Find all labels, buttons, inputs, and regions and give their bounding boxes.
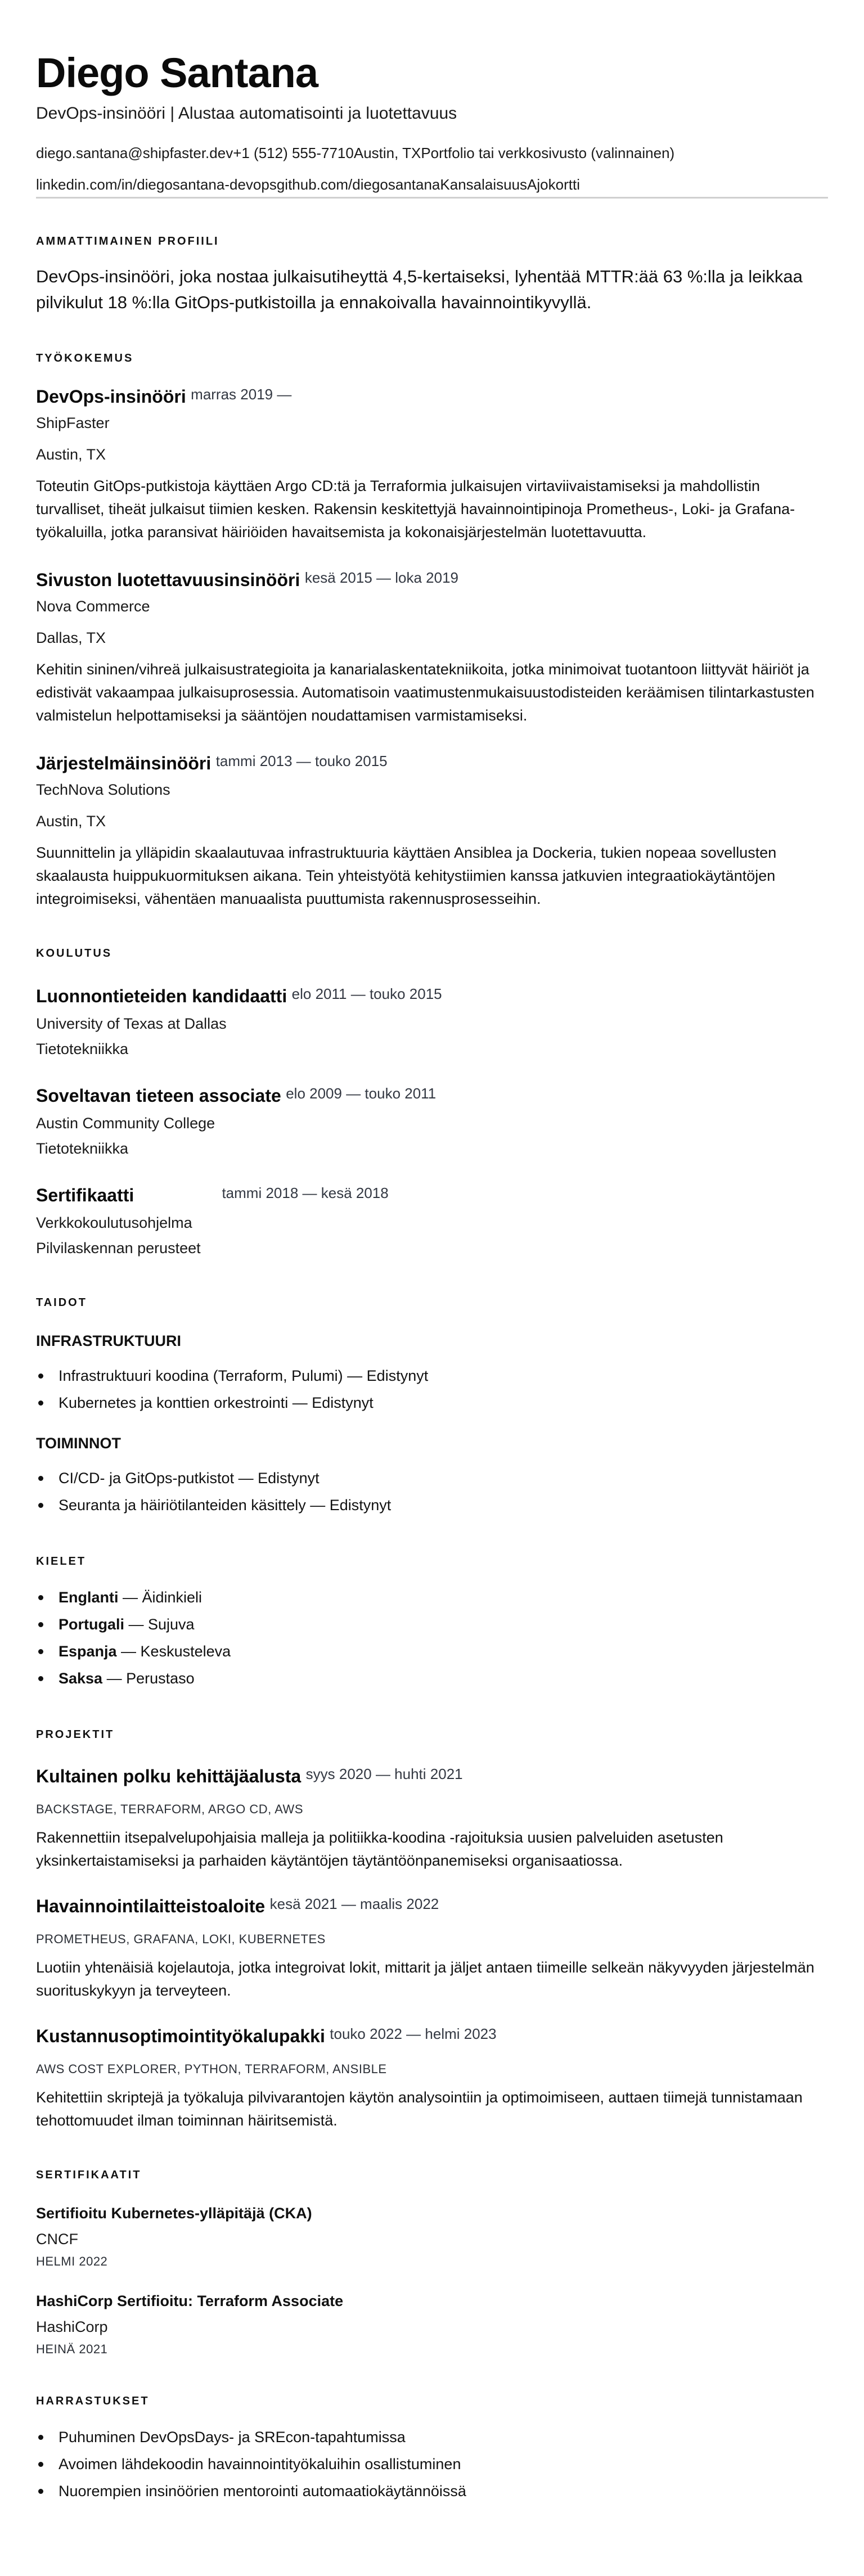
- certifications-section: [36, 2167, 828, 2358]
- section-title-certifications: SERTIFIKAATIT: [36, 2169, 142, 2181]
- job-dates: kesä 2015 — loka 2019: [304, 569, 459, 586]
- school-name: Austin Community College: [36, 1115, 215, 1132]
- profile-summary: DevOps-insinööri, joka nostaa julkaisutiheyttä 4,5-kertaiseksi, lyhentää MTTR:ää 63 %:lla ja leikkaa pilvikulut 18 %:lla GitOps-putkistoilla ja ennakoivalla havainnointikyvyllä.: [36, 267, 803, 312]
- skill-group-operations: TOIMINNOT: [36, 1435, 121, 1452]
- field-of-study: Tietotekniikka: [36, 1041, 129, 1057]
- field-of-study: Tietotekniikka: [36, 1140, 129, 1157]
- skill-list: [36, 1362, 828, 1416]
- company-name: Nova Commerce: [36, 598, 150, 615]
- project-tech-tags: BACKSTAGE, TERRAFORM, ARGO CD, AWS: [36, 1802, 303, 1816]
- project-description: Kehitettiin skriptejä ja työkaluja pilvivarantojen käytön analysointiin ja optimoimiseen, auttaen tiimejä tunnistamaan tehottomuudet ilman toiminnan häiritsemistä.: [36, 2089, 803, 2129]
- language-level: — Keskusteleva: [116, 1643, 231, 1660]
- project-entry: [36, 1893, 828, 2002]
- certification-date: HELMI 2022: [36, 2254, 108, 2268]
- location: Austin, TX: [353, 145, 421, 161]
- job-title: Järjestelmäinsinööri: [36, 753, 212, 773]
- language-item: [36, 1611, 828, 1638]
- project-entry: [36, 1763, 828, 1872]
- education-entry: [36, 1082, 828, 1160]
- school-name: Verkkokoulutusohjelma: [36, 1214, 192, 1231]
- company-name: ShipFaster: [36, 415, 110, 431]
- company-name: TechNova Solutions: [36, 781, 170, 798]
- job-location: Dallas, TX: [36, 629, 106, 646]
- project-dates: kesä 2021 — maalis 2022: [269, 1895, 439, 1912]
- project-name: Kustannusoptimointityökalupakki: [36, 2026, 325, 2046]
- section-title-languages: KIELET: [36, 1555, 87, 1568]
- job-title: Sivuston luotettavuusinsinööri: [36, 570, 300, 590]
- degree-title: Soveltavan tieteen associate: [36, 1086, 281, 1106]
- job-location: Austin, TX: [36, 813, 106, 830]
- section-title-projects: PROJEKTIT: [36, 1728, 115, 1741]
- experience-entry: [36, 750, 828, 911]
- interest-item: Avoimen lähdekoodin havainnointityökaluihin osallistuminen: [36, 2451, 828, 2478]
- profile-section: [36, 233, 828, 316]
- contact-line-2: [36, 174, 828, 195]
- education-dates: elo 2011 — touko 2015: [291, 985, 442, 1002]
- certification-issuer: HashiCorp: [36, 2318, 108, 2335]
- contact-line-1: [36, 143, 828, 163]
- project-tech-tags: AWS COST EXPLORER, PYTHON, TERRAFORM, ANSIBLE: [36, 2062, 387, 2076]
- language-level: — Sujuva: [124, 1616, 195, 1633]
- header-divider: [36, 197, 828, 199]
- degree-title: Sertifikaatti: [36, 1185, 134, 1205]
- education-entry: [36, 983, 828, 1061]
- project-description: Rakennettiin itsepalvelupohjaisia malleja ja politiikka-koodina -rajoituksia uusien palveluiden asetusten yksinkertaistamiseksi ja parhaiden käytäntöjen täytäntöönpanemiseksi organisaatiossa.: [36, 1829, 723, 1869]
- interest-item: Nuorempien insinöörien mentorointi automaatiokäytännöissä: [36, 2478, 828, 2505]
- section-title-profile: AMMATTIMAINEN PROFIILI: [36, 235, 219, 247]
- interest-item: Puhuminen DevOpsDays- ja SREcon-tapahtumissa: [36, 2424, 828, 2451]
- education-entry: [36, 1182, 828, 1260]
- skill-item: Seuranta ja häiriötilanteiden käsittely — Edistynyt: [36, 1492, 828, 1519]
- job-description: Toteutin GitOps-putkistoja käyttäen Argo CD:tä ja Terraformia julkaisujen virtaviivaistamiseksi ja mahdollistin turvalliset, tiheät julkaisut tiimien kesken. Rakensin keskitettyjä havainnointipinoja Prometheus-, Loki- ja Grafana-työkaluilla, jotka paransivat häiriöiden havaitsemista ja kokonaisjärjestelmän luotettavuutta.: [36, 478, 795, 541]
- project-name: Havainnointilaitteistoaloite: [36, 1896, 266, 1916]
- language-item: [36, 1665, 828, 1692]
- project-tech-tags: PROMETHEUS, GRAFANA, LOKI, KUBERNETES: [36, 1932, 326, 1946]
- education-dates: tammi 2018 — kesä 2018: [222, 1185, 389, 1201]
- skill-group-infrastructure: INFRASTRUKTUURI: [36, 1332, 181, 1349]
- section-title-experience: TYÖKOKEMUS: [36, 352, 134, 364]
- certification-name: HashiCorp Sertifioitu: Terraform Associate: [36, 2293, 344, 2309]
- citizenship: Kansalaisuus: [440, 176, 528, 193]
- section-title-interests: HARRASTUKSET: [36, 2395, 150, 2407]
- drivers-license: Ajokortti: [527, 176, 580, 193]
- phone-number: +1 (512) 555-7710: [233, 145, 354, 161]
- language-list: [36, 1584, 828, 1692]
- language-name: Saksa: [58, 1670, 103, 1687]
- project-name: Kultainen polku kehittäjäalusta: [36, 1766, 302, 1786]
- skill-list: [36, 1465, 828, 1519]
- job-dates: marras 2019 —: [191, 386, 292, 403]
- certification-entry: [36, 2290, 828, 2358]
- experience-entry: [36, 566, 828, 727]
- project-entry: [36, 2023, 828, 2132]
- degree-title: Luonnontieteiden kandidaatti: [36, 986, 287, 1006]
- job-title: DevOps-insinööri: [36, 386, 186, 407]
- resume-header: [36, 47, 828, 199]
- languages-section: [36, 1553, 828, 1692]
- interests-section: [36, 2393, 828, 2505]
- job-description: Kehitin sininen/vihreä julkaisustrategioita ja kanarialaskentatekniikoita, jotka minimoivat tuotantoon liittyvät häiriöt ja edistivät vakaampaa julkaisuprosessia. Automatisoin vaatimustenmukaisuustodisteiden keräämisen tilintarkastusten valmistelun helpottamiseksi ja sääntöjen noudattamisen varmistamiseksi.: [36, 661, 814, 724]
- linkedin-link[interactable]: linkedin.com/in/diegosantana-devops: [36, 176, 277, 193]
- language-item: [36, 1584, 828, 1611]
- certification-date: HEINÄ 2021: [36, 2342, 108, 2356]
- job-description: Suunnittelin ja ylläpidin skaalautuvaa infrastruktuuria käyttäen Ansiblea ja Dockeria, tukien nopeaa sovellusten skaalausta huippukuormituksen aikana. Tein yhteistyötä kehitystiimien kanssa jatkuvien integraatiokäytäntöjen integroimiseksi, vähentäen manuaalista puuttumista rakennusprosesseihin.: [36, 844, 777, 907]
- experience-entry: [36, 383, 828, 544]
- skill-item: Kubernetes ja konttien orkestrointi — Edistynyt: [36, 1389, 828, 1416]
- certification-issuer: CNCF: [36, 2231, 78, 2248]
- skill-item: Infrastruktuuri koodina (Terraform, Pulumi) — Edistynyt: [36, 1362, 828, 1389]
- portfolio-link[interactable]: Portfolio tai verkkosivusto (valinnainen): [421, 145, 675, 161]
- projects-section: [36, 1727, 828, 2132]
- candidate-headline: DevOps-insinööri | Alustaa automatisointi ja luotettavuus: [36, 104, 457, 123]
- education-dates: elo 2009 — touko 2011: [286, 1085, 436, 1102]
- job-location: Austin, TX: [36, 446, 106, 463]
- skill-item: CI/CD- ja GitOps-putkistot — Edistynyt: [36, 1465, 828, 1492]
- project-description: Luotiin yhtenäisiä kojelautoja, jotka integroivat lokit, mittarit ja jäljet antaen tiimeille selkeän näkyvyyden järjestelmän suorituskykyyn ja terveyteen.: [36, 1959, 814, 1999]
- interest-list: [36, 2424, 828, 2505]
- github-link[interactable]: github.com/diegosantana: [276, 176, 440, 193]
- language-name: Englanti: [58, 1589, 119, 1606]
- section-title-skills: TAIDOT: [36, 1296, 87, 1309]
- language-level: — Perustaso: [102, 1670, 195, 1687]
- language-level: — Äidinkieli: [118, 1589, 202, 1606]
- school-name: University of Texas at Dallas: [36, 1015, 227, 1032]
- language-item: [36, 1638, 828, 1665]
- email-link[interactable]: diego.santana@shipfaster.dev: [36, 145, 233, 161]
- certification-name: Sertifioitu Kubernetes-ylläpitäjä (CKA): [36, 2205, 312, 2222]
- education-section: [36, 945, 828, 1260]
- project-dates: syys 2020 — huhti 2021: [305, 1766, 463, 1782]
- job-dates: tammi 2013 — touko 2015: [215, 753, 388, 769]
- section-title-education: KOULUTUS: [36, 947, 112, 960]
- project-dates: touko 2022 — helmi 2023: [330, 2025, 497, 2042]
- language-name: Espanja: [58, 1643, 117, 1660]
- skills-section: [36, 1295, 828, 1519]
- field-of-study: Pilvilaskennan perusteet: [36, 1240, 201, 1257]
- candidate-name: Diego Santana: [36, 49, 318, 96]
- certification-entry: [36, 2202, 828, 2271]
- language-name: Portugali: [58, 1616, 125, 1633]
- experience-section: [36, 350, 828, 911]
